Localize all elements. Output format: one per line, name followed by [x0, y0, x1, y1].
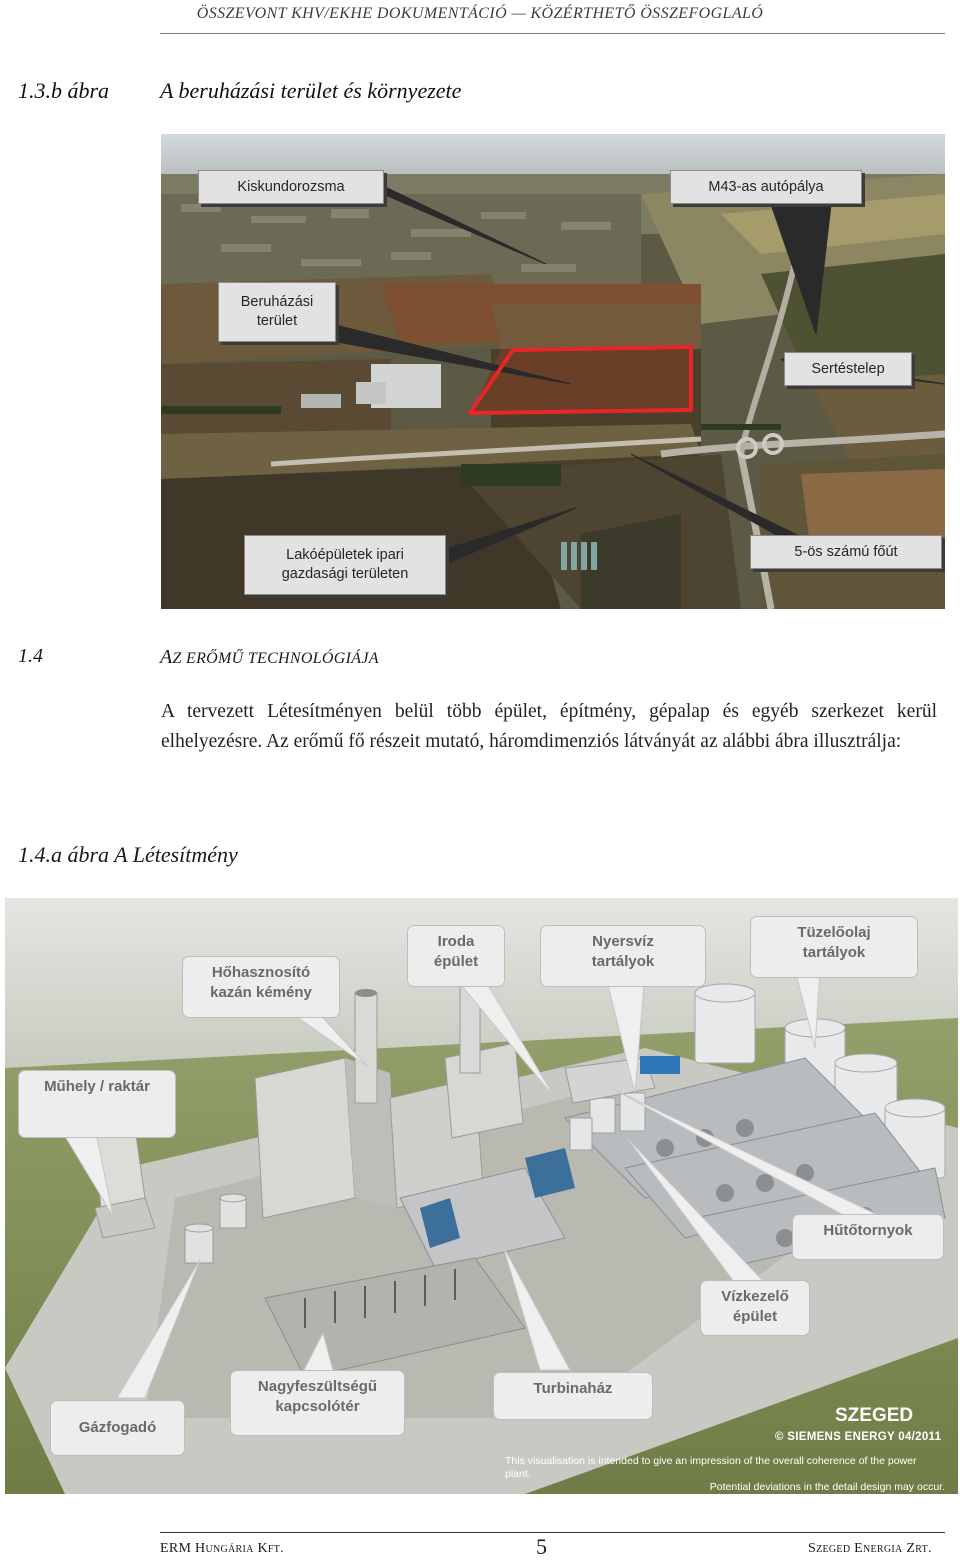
header-rule — [160, 33, 945, 34]
figure1-title: A beruházási terület és környezete — [160, 78, 462, 103]
disclaimer-line-2: Potential deviations in the detail design may occur. — [709, 1481, 945, 1494]
label-workshop-warehouse: Műhely / raktár — [18, 1070, 176, 1138]
header-title: ÖSSZEVONT KHV/EKHE DOKUMENTÁCIÓ — KÖZÉRTHETŐ ÖSSZEFOGLALÓ — [196, 5, 764, 22]
footer-rule — [160, 1532, 945, 1533]
footer-right: Szeged Energia Zrt. — [808, 1541, 932, 1556]
page-header — [0, 0, 960, 40]
section-title — [160, 646, 379, 669]
label-office-building: Iroda épület — [407, 925, 505, 987]
figure1-number: 1.3.b ábra — [18, 78, 110, 103]
label-pig-farm: Sertéstelep — [784, 352, 912, 386]
label-kiskundorozsma: Kiskundorozsma — [198, 170, 384, 204]
label-raw-water-tanks: Nyersvíz tartályok — [540, 925, 706, 987]
label-high-voltage-switchyard: Nagyfeszültségű kapcsolótér — [230, 1370, 405, 1436]
label-water-treatment-building: Vízkezelő épület — [700, 1280, 810, 1336]
disclaimer-line-1: This visualisation is intended to give an impression of the overall coherence of the power plant. — [505, 1455, 917, 1481]
branding-city: SZEGED — [835, 1405, 914, 1426]
label-main-road-5: 5-ös számú főút — [750, 535, 942, 569]
section-paragraph: A tervezett Létesítményen belül több épület, építmény, gépalap és egyéb szerkezet kerül elhelyezésre. Az erőmű fő részeit mutató, háromdimenziós látványát az alábbi ábra illusztrálja: — [161, 701, 937, 753]
label-heat-recovery-stack: Hőhasznosító kazán kémény — [182, 956, 340, 1018]
branding-disclaimer — [505, 1455, 945, 1494]
label-turbine-hall: Turbinaház — [493, 1372, 653, 1420]
label-fuel-oil-tanks: Tüzelőolaj tartályok — [750, 916, 918, 978]
page-number: 5 — [536, 1534, 547, 1559]
label-cooling-towers: Hűtőtornyok — [792, 1214, 944, 1260]
branding-company: © SIEMENS ENERGY 04/2011 — [775, 1431, 942, 1443]
label-m43-motorway: M43-as autópálya — [670, 170, 862, 204]
section-number: 1.4 — [18, 645, 43, 667]
label-investment-area: Beruházási terület — [218, 282, 336, 342]
label-residential-buildings: Lakóépületek ipari gazdasági területen — [244, 535, 446, 595]
section-title-first-letter: A — [160, 646, 173, 668]
label-gas-receiving-station: Gázfogadó — [50, 1400, 185, 1456]
footer-left: ERM Hungária Kft. — [160, 1541, 284, 1556]
figure2-caption: 1.4.a ábra A Létesítmény — [18, 842, 238, 867]
section-title-rest: Z ERŐMŰ TECHNOLÓGIÁJA — [172, 650, 379, 667]
